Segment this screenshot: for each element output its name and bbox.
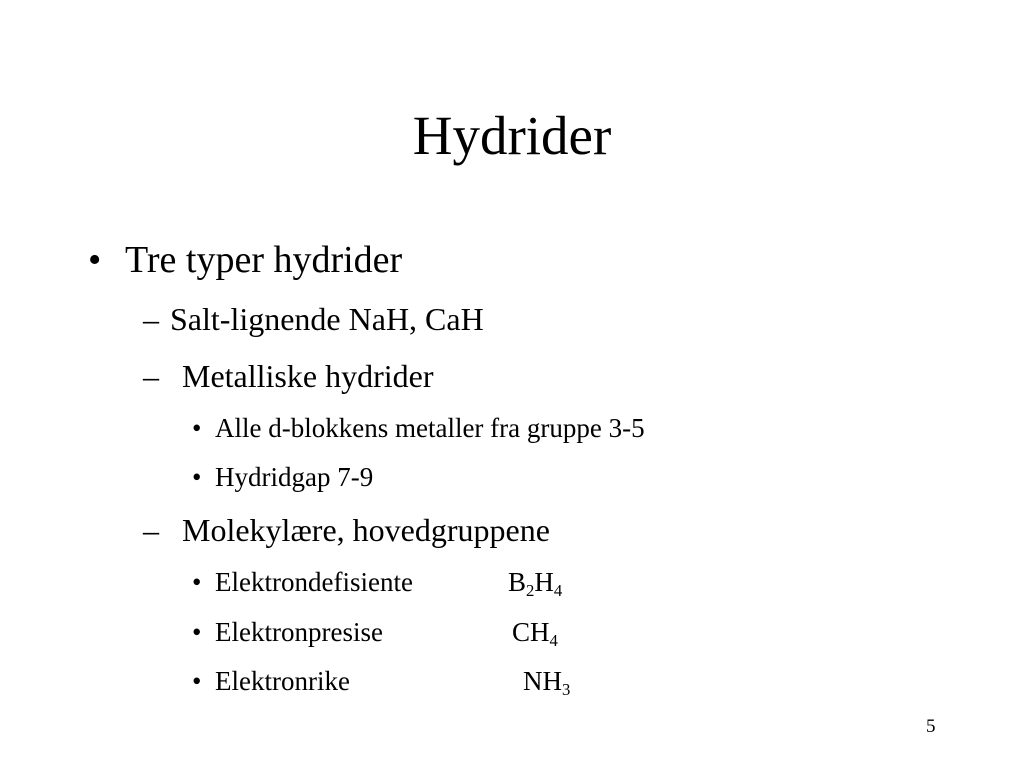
- bullet-item-level3: [192, 665, 350, 697]
- bullet-marker: •: [192, 666, 202, 696]
- bullet-item-level3: [192, 566, 413, 598]
- bullet-item-level2: [143, 357, 433, 395]
- bullet-text: Molekylære, hovedgruppene: [182, 512, 550, 548]
- bullet-text: Tre typer hydrider: [125, 239, 403, 281]
- bullet-text: Elektronpresise: [215, 617, 383, 647]
- bullet-text: Elektrondefisiente: [215, 567, 413, 597]
- bullet-text: Metalliske hydrider: [182, 358, 434, 394]
- formula-element: CH: [512, 617, 550, 647]
- bullet-item-level3: [192, 412, 645, 444]
- bullet-item-level3: [192, 616, 383, 648]
- bullet-marker: •: [192, 413, 202, 443]
- bullet-text: Alle d-blokkens metaller fra gruppe 3-5: [215, 413, 645, 443]
- formula-subscript: 3: [562, 679, 571, 699]
- bullet-item-level3: [192, 461, 373, 493]
- bullet-marker: •: [192, 462, 202, 492]
- chemical-formula: [508, 566, 562, 598]
- bullet-marker: •: [192, 567, 202, 597]
- dash-marker: –: [143, 358, 159, 394]
- formula-element: B: [508, 567, 527, 597]
- chemical-formula: [523, 665, 570, 697]
- page-number: 5: [926, 716, 936, 737]
- dash-marker: –: [143, 512, 159, 548]
- slide-title: Hydrider: [412, 105, 612, 166]
- bullet-item-level1: [88, 238, 402, 282]
- formula-element: NH: [523, 666, 562, 696]
- bullet-text: Hydridgap 7-9: [215, 462, 374, 492]
- bullet-marker: •: [88, 239, 102, 281]
- formula-subscript: 4: [549, 630, 558, 650]
- bullet-text: Elektronrike: [215, 666, 350, 696]
- bullet-item-level2: [143, 511, 550, 549]
- chemical-formula: [512, 616, 558, 648]
- bullet-item-level2: [143, 300, 484, 338]
- formula-element: H: [534, 567, 554, 597]
- formula-subscript: 2: [526, 580, 535, 600]
- bullet-text: Salt-lignende NaH, CaH: [170, 301, 484, 337]
- formula-subscript: 4: [553, 580, 563, 600]
- dash-marker: –: [143, 301, 159, 337]
- bullet-marker: •: [192, 617, 202, 647]
